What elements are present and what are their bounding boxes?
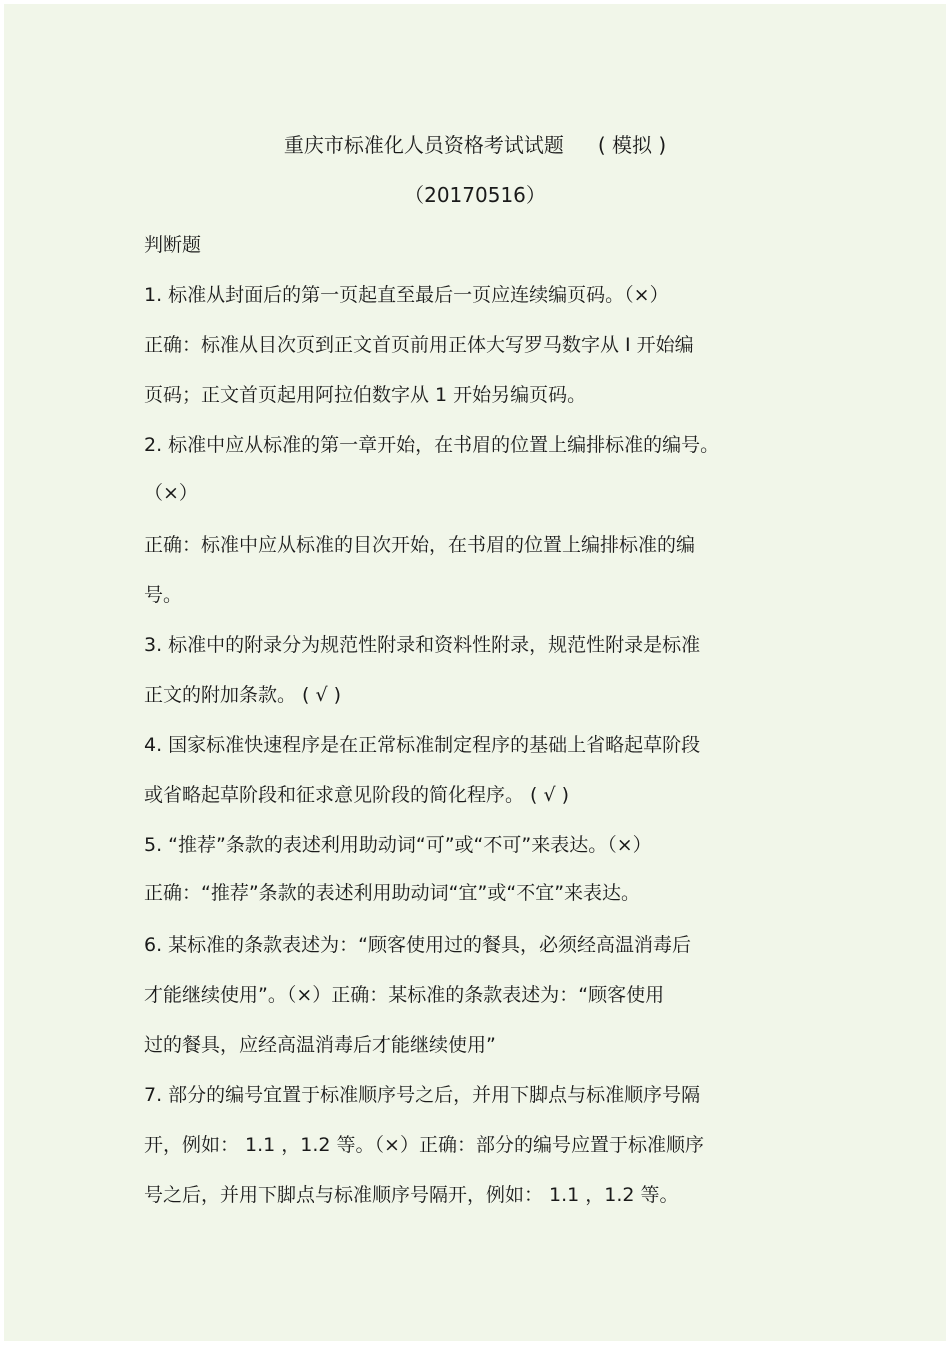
- question-line: 2. 标准中应从标准的第一章开始，在书眉的位置上编排标准的编号。: [144, 434, 720, 456]
- question-line: 才能继续使用”。（×）正确：某标准的条款表述为：“顾客使用: [144, 984, 665, 1006]
- question-line: 或省略起草阶段和征求意见阶段的简化程序。 ( √ ): [144, 784, 570, 806]
- title-suffix: ( 模拟 ): [597, 133, 667, 157]
- document-title: [4, 130, 946, 160]
- question-line: 4. 国家标准快速程序是在正常标准制定程序的基础上省略起草阶段: [144, 734, 701, 756]
- question-line: 6. 某标准的条款表述为：“顾客使用过的餐具，必须经高温消毒后: [144, 934, 692, 956]
- answer-line: 过的餐具，应经高温消毒后才能继续使用”: [144, 1034, 496, 1056]
- document-page: [4, 4, 946, 1341]
- question-line: 3. 标准中的附录分为规范性附录和资料性附录，规范性附录是标准: [144, 634, 701, 656]
- question-line: 1. 标准从封面后的第一页起直至最后一页应连续编页码。（×）: [144, 284, 669, 306]
- answer-line: 正确：标准从目次页到正文首页前用正体大写罗马数字从 I 开始编: [144, 334, 694, 356]
- question-line: 正文的附加条款。 ( √ ): [144, 684, 342, 706]
- answer-line: 号。: [144, 584, 183, 606]
- document-date: （20170516）: [404, 183, 546, 207]
- answer-line: 页码；正文首页起用阿拉伯数字从 1 开始另编页码。: [144, 384, 587, 406]
- question-line: 5. “推荐”条款的表述利用助动词“可”或“不可”来表达。（×）: [144, 834, 652, 856]
- question-line: （×）: [144, 482, 198, 504]
- question-line: 7. 部分的编号宜置于标准顺序号之后，并用下脚点与标准顺序号隔: [144, 1084, 701, 1106]
- answer-line: 正确：“推荐”条款的表述利用助动词“宜”或“不宜”来表达。: [144, 882, 641, 904]
- title-text: 重庆市标准化人员资格考试试题: [283, 133, 564, 157]
- question-line: 开，例如： 1.1 ，1.2 等。（×）正确：部分的编号应置于标准顺序: [144, 1134, 704, 1156]
- answer-line: 号之后，并用下脚点与标准顺序号隔开，例如： 1.1 ，1.2 等。: [144, 1184, 679, 1206]
- answer-line: 正确：标准中应从标准的目次开始，在书眉的位置上编排标准的编: [144, 534, 696, 556]
- section-heading: 判断题: [144, 234, 202, 256]
